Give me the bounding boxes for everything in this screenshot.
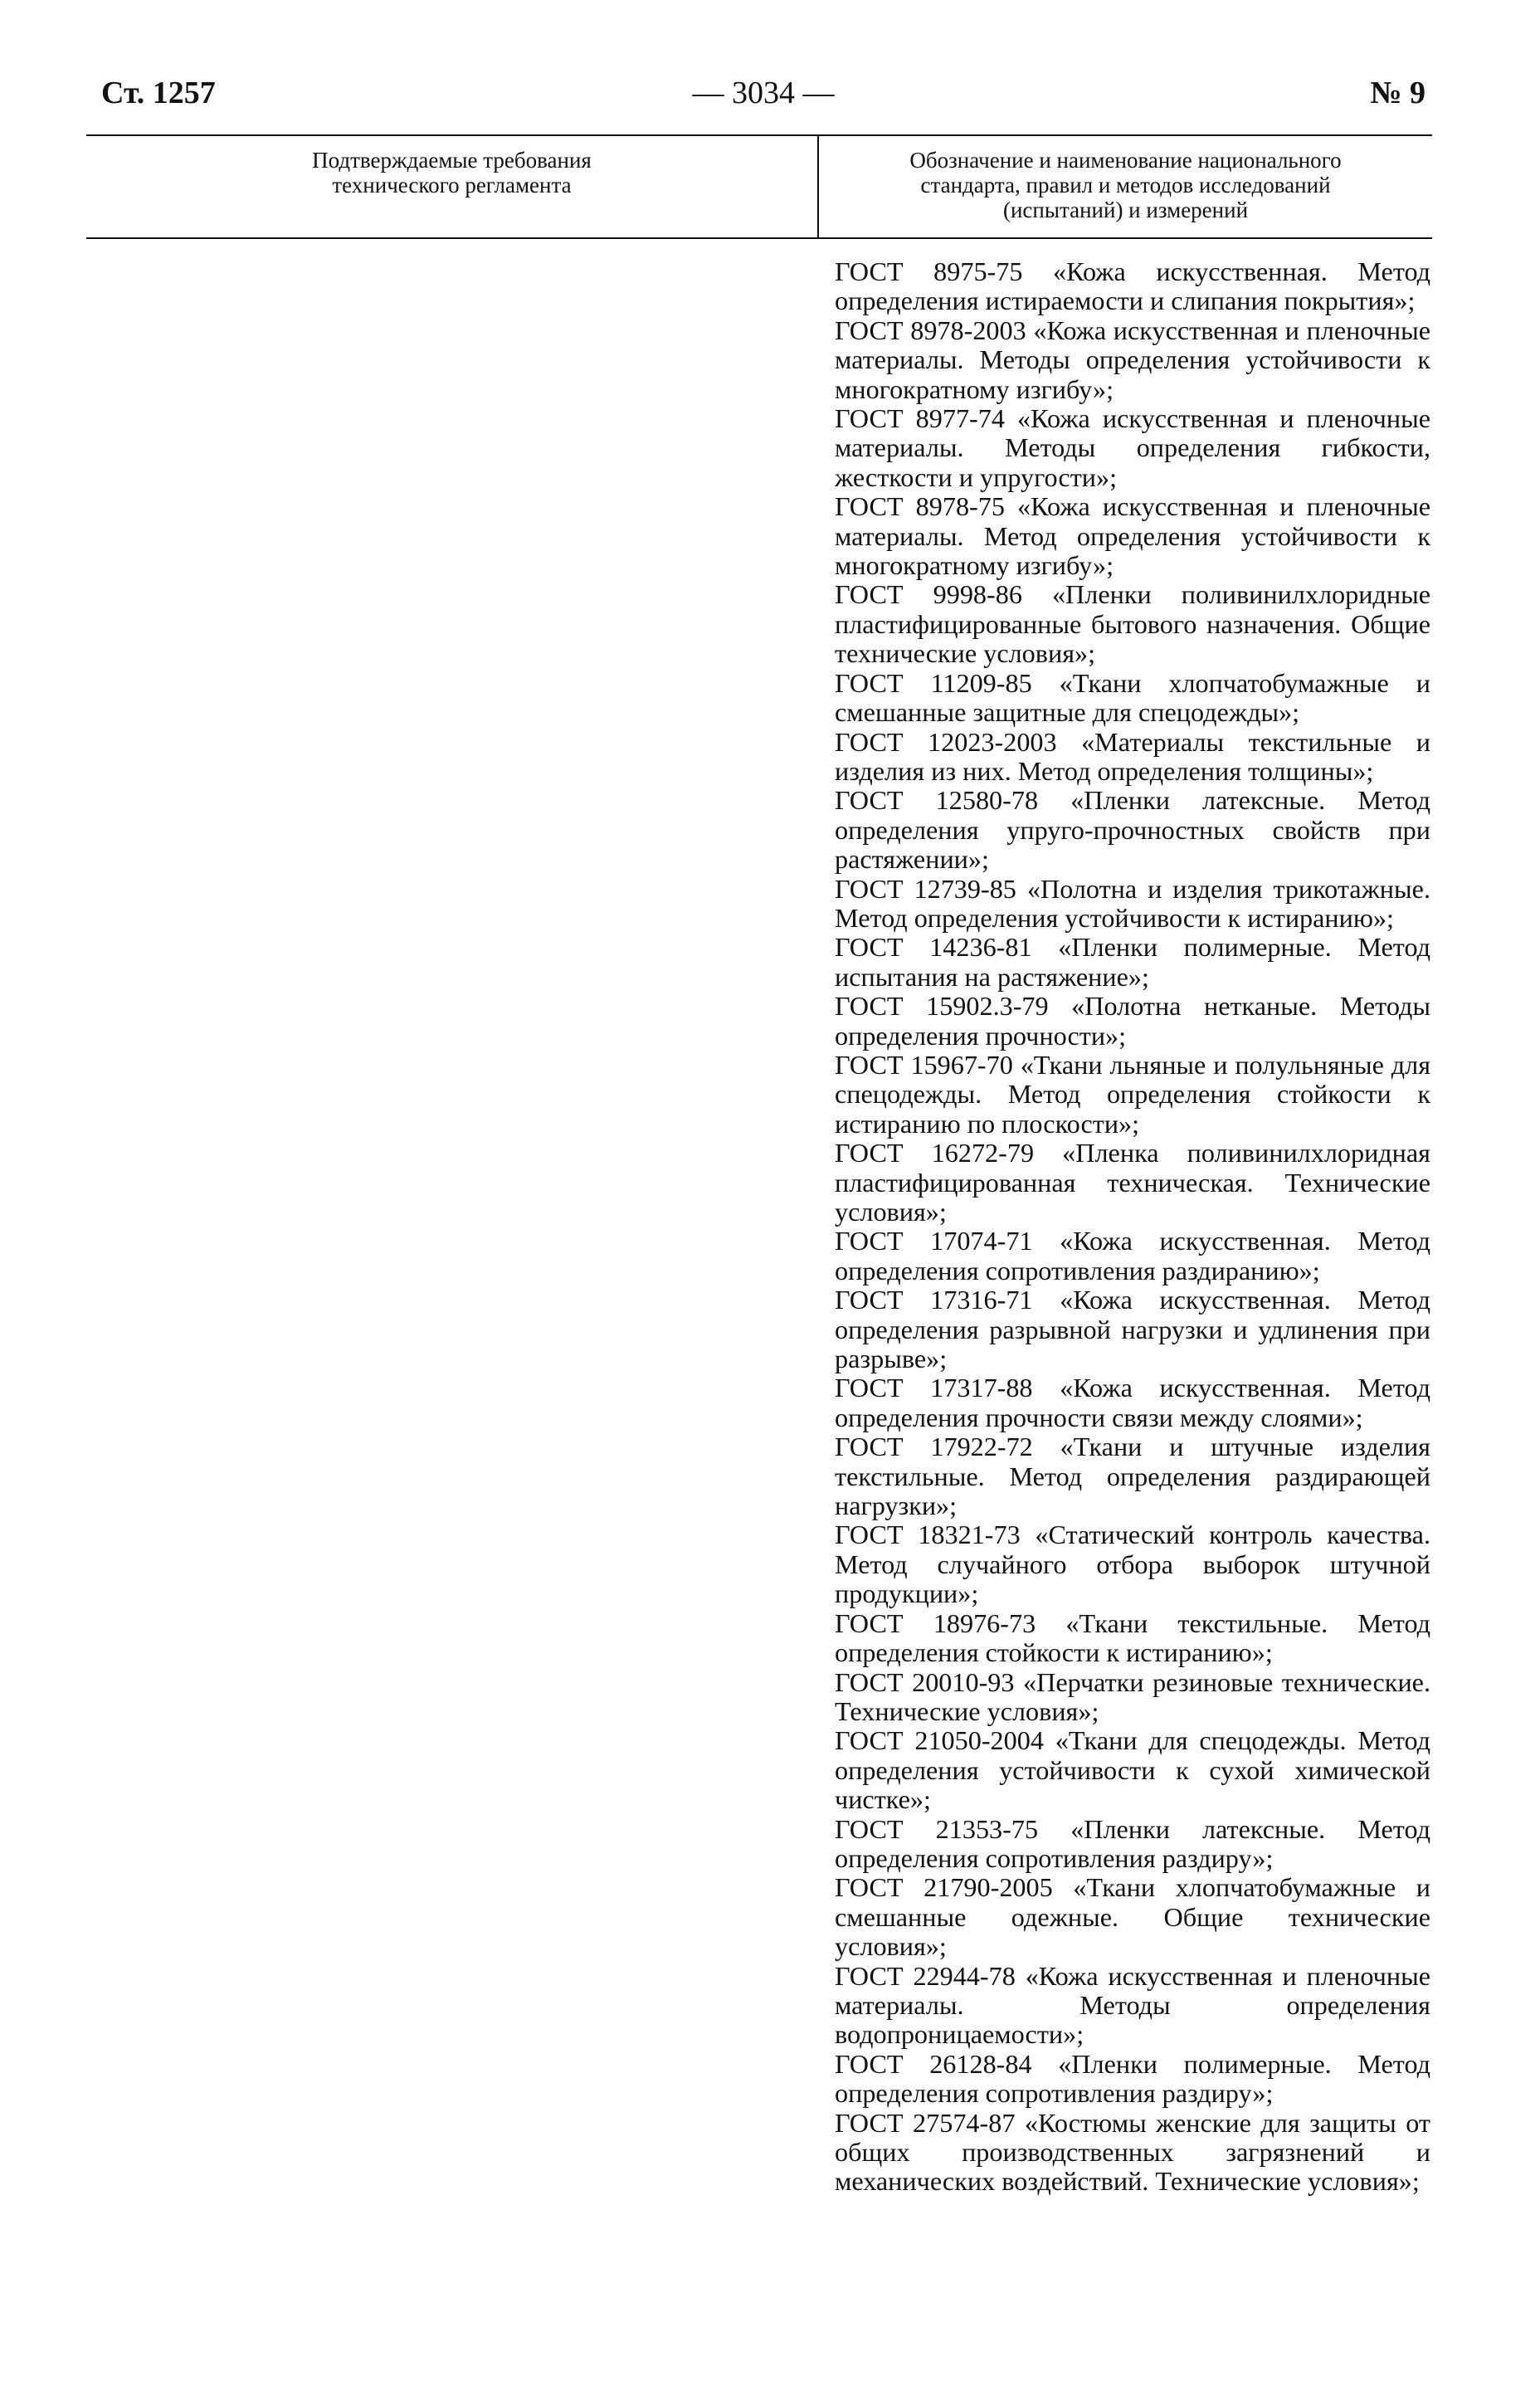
list-item: ГОСТ 12739-85 «Полотна и изделия трикотажные. Метод определения устойчивости к истиранию»; [835,873,1430,933]
list-item: ГОСТ 8978-75 «Кожа искусственная и пленочные материалы. Метод определения устойчивости к многократному изгибу»; [835,491,1430,581]
list-item: ГОСТ 17316-71 «Кожа искусственная. Метод определения разрывной нагрузки и удлинения при разрыве»; [835,1285,1430,1374]
list-item: ГОСТ 17074-71 «Кожа искусственная. Метод определения сопротивления раздиранию»; [835,1226,1430,1285]
list-item: ГОСТ 16272-79 «Пленка поливинилхлоридная пластифицированная техническая. Технические условия»; [835,1138,1430,1227]
list-item: ГОСТ 22944-78 «Кожа искусственная и пленочные материалы. Методы определения водопроницаемости»; [835,1960,1430,2050]
list-item: ГОСТ 15902.3-79 «Полотна нетканые. Методы определения прочности»; [835,991,1430,1051]
list-item: ГОСТ 17317-88 «Кожа искусственная. Метод определения прочности связи между слоями»; [835,1373,1430,1432]
column-header-standards: Обозначение и наименование национального стандарта, правил и методов исследований (испытаний) и измерений [909,148,1342,222]
list-item: ГОСТ 11209-85 «Ткани хлопчатобумажные и смешанные защитные для спецодежды»; [835,667,1430,728]
issue-number: № 9 [1370,76,1425,110]
column-header-requirements: Подтверждаемые требования технического регламента [312,148,592,198]
list-item: ГОСТ 9998-86 «Пленки поливинилхлоридные пластифицированные бытового назначения. Общие технические условия»; [835,579,1430,669]
list-item: ГОСТ 21050-2004 «Ткани для спецодежды. Метод определения устойчивости к сухой химической чистке»; [835,1725,1430,1815]
list-item: ГОСТ 21790-2005 «Ткани хлопчатобумажные и смешанные одежные. Общие технические условия»; [835,1872,1430,1962]
list-item: ГОСТ 20010-93 «Перчатки резиновые технические. Технические условия»; [835,1666,1430,1726]
list-item: ГОСТ 17922-72 «Ткани и штучные изделия текстильные. Метод определения раздирающей нагрузки»; [835,1432,1430,1521]
list-item: ГОСТ 12580-78 «Пленки латексные. Метод определения упруго-прочностных свойств при растяжении»; [835,785,1430,875]
list-item: ГОСТ 27574-87 «Костюмы женские для защиты от общих производственных загрязнений и механических воздействий. Технические условия»; [835,2107,1430,2197]
list-item: ГОСТ 8975-75 «Кожа искусственная. Метод определения истираемости и слипания покрытия»; [835,256,1430,316]
list-item: ГОСТ 8977-74 «Кожа искусственная и пленочные материалы. Методы определения гибкости, жесткости и упругости»; [835,403,1430,492]
list-item: ГОСТ 12023-2003 «Материалы текстильные и изделия из них. Метод определения толщины»; [835,726,1430,786]
header-bottom-rule [86,237,1432,239]
page-header [101,71,1425,121]
list-item: ГОСТ 26128-84 «Пленки полимерные. Метод определения сопротивления раздиру»; [835,2048,1430,2109]
list-item: ГОСТ 18321-73 «Статический контроль качества. Метод случайного отбора выборок штучной продукции»; [835,1520,1430,1609]
list-item: ГОСТ 14236-81 «Пленки полимерные. Метод испытания на растяжение»; [835,932,1430,992]
page-number: — 3034 — [692,76,835,110]
table-top-rule [86,134,1432,136]
list-item: ГОСТ 21353-75 «Пленки латексные. Метод определения сопротивления раздиру»; [835,1813,1430,1873]
article-number: Ст. 1257 [101,76,216,110]
list-item: ГОСТ 8978-2003 «Кожа искусственная и пленочные материалы. Методы определения устойчивости к многократному изгибу»; [835,315,1430,404]
list-item: ГОСТ 15967-70 «Ткани льняные и полульняные для спецодежды. Метод определения стойкости к истиранию по плоскости»; [835,1049,1430,1139]
list-item: ГОСТ 18976-73 «Ткани текстильные. Метод определения стойкости к истиранию»; [835,1607,1430,1668]
standards-list [835,257,1430,2197]
